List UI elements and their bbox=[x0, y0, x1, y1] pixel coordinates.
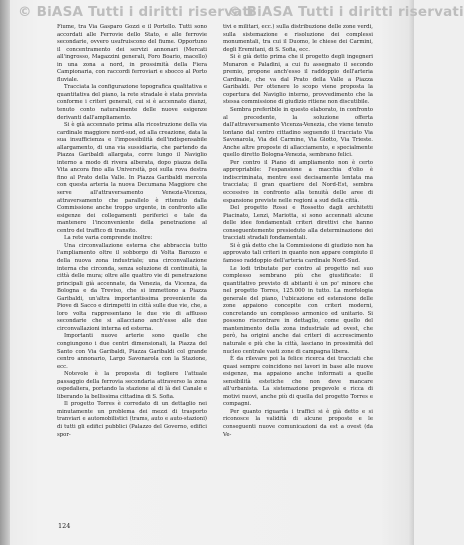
paragraph: È da rilevare poi la felice ricerca dei tracciati che quasi sempre coincidono nei lavori in base alle nuove esigenze, ma appaiono anche informati a quelle sensibilità estetiche che non deve mancare all'urbanista. La sistemazione pregevole e ricca di motivi nuovi, anche più di quella del progetto Torres e compagni. bbox=[223, 356, 373, 408]
watermark-right: © BiASA Tutti i diritti riservati bbox=[228, 4, 464, 20]
paragraph: Notevole è la proposta di togliere l'attuale passaggio della ferrovia secondaria attraverso la zona ospedaliera, portando la stazione al di là del Canale e liberando la bellissima cittadina di S. Sofia. bbox=[57, 371, 207, 400]
paragraph: Per contro il Piano di ampliamento non è certo appropriabile: l'espansione a macchia d'olio è indiscriminata, mentre essi decisamente lentata ma tracciata; il gran quartiere del Nord-Est, sembra eccessivo in confronto alla tenuità delle aree di espansione previste nelle regioni a sud della città. bbox=[223, 159, 373, 204]
paragraph: Fiume, tra Via Gasparo Gozzi e il Portello. Tutti sono accordati alle Ferrovie dello Stato, e alle ferrovie secondarie, ovvero usufruiscono del fiume. Opportuno il concentramento dei servizi annonari (Mercati all'ingrosso, Magazzini generali, Foro Boario, macello) in una zona a nord, in prossimità della Fiera Campionaria, con raccordi ferroviari e sbocco al Porto fluviale. bbox=[57, 24, 207, 83]
page-number: 124 bbox=[58, 522, 71, 530]
paragraph: Si è già detto prima che il progetto degli ingegneri Munaron e Paladini, a cui fu assegnato il secondo premio, propone anch'esso il raddoppio dell'arteria Cardinale, che va dal Prato della Valle a Piazza Garibaldi. Per ottenere lo scopo viene proposta la copertura del Naviglio interno, provvedimento che la stessa commissione di giudizio ritiene non discutibile. bbox=[223, 54, 373, 106]
paragraph: Importanti nuove arterie sono quelle che congiungono i due centri dimensionali, la Piazza del Santo con Via Garibaldi, Piazza Garibaldi col grande centro annonario, Largo Savonarola con la Stazione, ecc. bbox=[57, 333, 207, 370]
watermark-left: © BiASA Tutti i diritti riservati bbox=[18, 4, 254, 20]
paragraph: La rete varia comprende inoltre: bbox=[64, 235, 153, 242]
paragraph: Una circonvallazione esterna che abbraccia tutto l'ampliamento oltre il sobborgo di Volta Barozzo e della nuova zona industriale; una circonvallazione interna che circonda, senza soluzione di continuità, la città delle mura; oltre alle quattro vie di penetrazione principali già accennate, da Venezia, da Vicenza, da Bologna e da Treviso, che si immettono a Piazza Garibaldi, un'altra importantissima proveniente da Piove di Sacco e dirimpetti in città sulle due vie, che, a loro volta rappresentano le due vie di afflusso secondarie che si allacciano anch'esse alle due circonvallazioni interna ed esterna. bbox=[57, 242, 207, 332]
right-column bbox=[223, 24, 373, 519]
paragraph: Il progetto Torres è corredato di un dettaglio nei minutamente un problema dei mezzi di trasporto tranviari e automobilistici (trams, auto e auto-stazioni) di tutti gli edifici pubblici (Palazzo del Governo, edifici spor- bbox=[57, 401, 207, 438]
left-column bbox=[57, 24, 207, 519]
page-edge bbox=[408, 0, 414, 545]
paragraph: Si è già detto che la Commissione di giudizio non ha approvato tali criteri in quanto non appare compiuto il famoso raddoppio dell'arteria cardinale Nord-Sud. bbox=[223, 242, 373, 264]
paragraph: tivi e militari, ecc.) sulla distribuzione delle zone verdi, sulla sistemazione e risoluzione dei complessi monumentali, tra cui il Duomo, le chiese dei Carmini, degli Eremitani, di S. Sofia, ecc. bbox=[223, 24, 373, 53]
paragraph: Per quanto riguarda i traffici si è già detto e si riconosce la validità di alcune proposte e le conseguenti nuove comunicazioni da est a ovest (da Ve- bbox=[223, 408, 373, 438]
paragraph: Tracciata la configurazione topografica qualitativa e quantitativa del piano, la rete stradale è stata prevista conforme i criteri generali, cui si è accennato dianzi, tenuto conto naturalmente delle nuove esigenze derivanti dall'ampliamento. bbox=[57, 84, 207, 121]
paragraph: Del progetto Rossi e Rossetto dagli architetti Piacinato, Lenzi, Mariotta, si sono accennati alcune delle idee fondamentali criteri direttivi che hanno conseguentemente presieduto alla determinazione dei tracciati stradali fondamentali. bbox=[223, 205, 373, 242]
text-columns bbox=[57, 24, 373, 519]
paragraph: Si è già accennato prima alla ricostruzione della via cardinale maggiore nord-sud, ed alla creazione, data la sua insufficienza e l'impossibilità dell'indispensabile allargamento, di una via sussidiaria, che partendo da Piazza Garibaldi allargata, corre lungo il Naviglio interno a modo di rivera alberata, dopo piazza della Vita ancora fino alla Università, poi sulla rova destra fino al Prato della Valle. In Piazza Garibaldi mercola con questa arteria la nuova Decumana Maggiore che serve all'attraversamento Venezia-Vicenza, attraversamento che parallelo è ritenuto dalla Commissione anche troppo urgente, in confronto alle esigenze dei collegamenti periferici e tale da mantenere l'inconveniente della penetrazione al centro del traffico di transito. bbox=[57, 122, 207, 234]
paragraph: Le lodi tributate per contro al progetto nel suo complesso sembrano più che giustificate: il quantitativo previsto di abitanti è un po' minore che nel progetto Torres, 125.000 in tutto. La morfologia generale del piano, l'ubicazione ed estensione delle zone appaiono concepite con criteri moderni, concretando un complesso armonico ed unitario. Si possono riscontrare in dettaglio, come quello del mantenimento della zona industriale ad ovest, che però, ha origini anche dai criteri di accrescimento naturale e più che la città, lasciano in prossimità del nucleo centrale vasti zone di campagna libera. bbox=[223, 265, 373, 355]
binding-gutter bbox=[0, 0, 10, 545]
paragraph: Sembra preferibile in questo elaborato, in confronto al precedente, la soluzione offerta dall'attraversamento Vicenza-Venezia, che viene tenuto lontano dal centro cittadino seguendo il tracciato Via Savonarola, Via del Carmine, Via Giotto, Via Trieste. Anche altre proposte di allacciamento, e specialmente quello diretto Bologna-Venezia, sembrano felici. bbox=[223, 107, 373, 159]
